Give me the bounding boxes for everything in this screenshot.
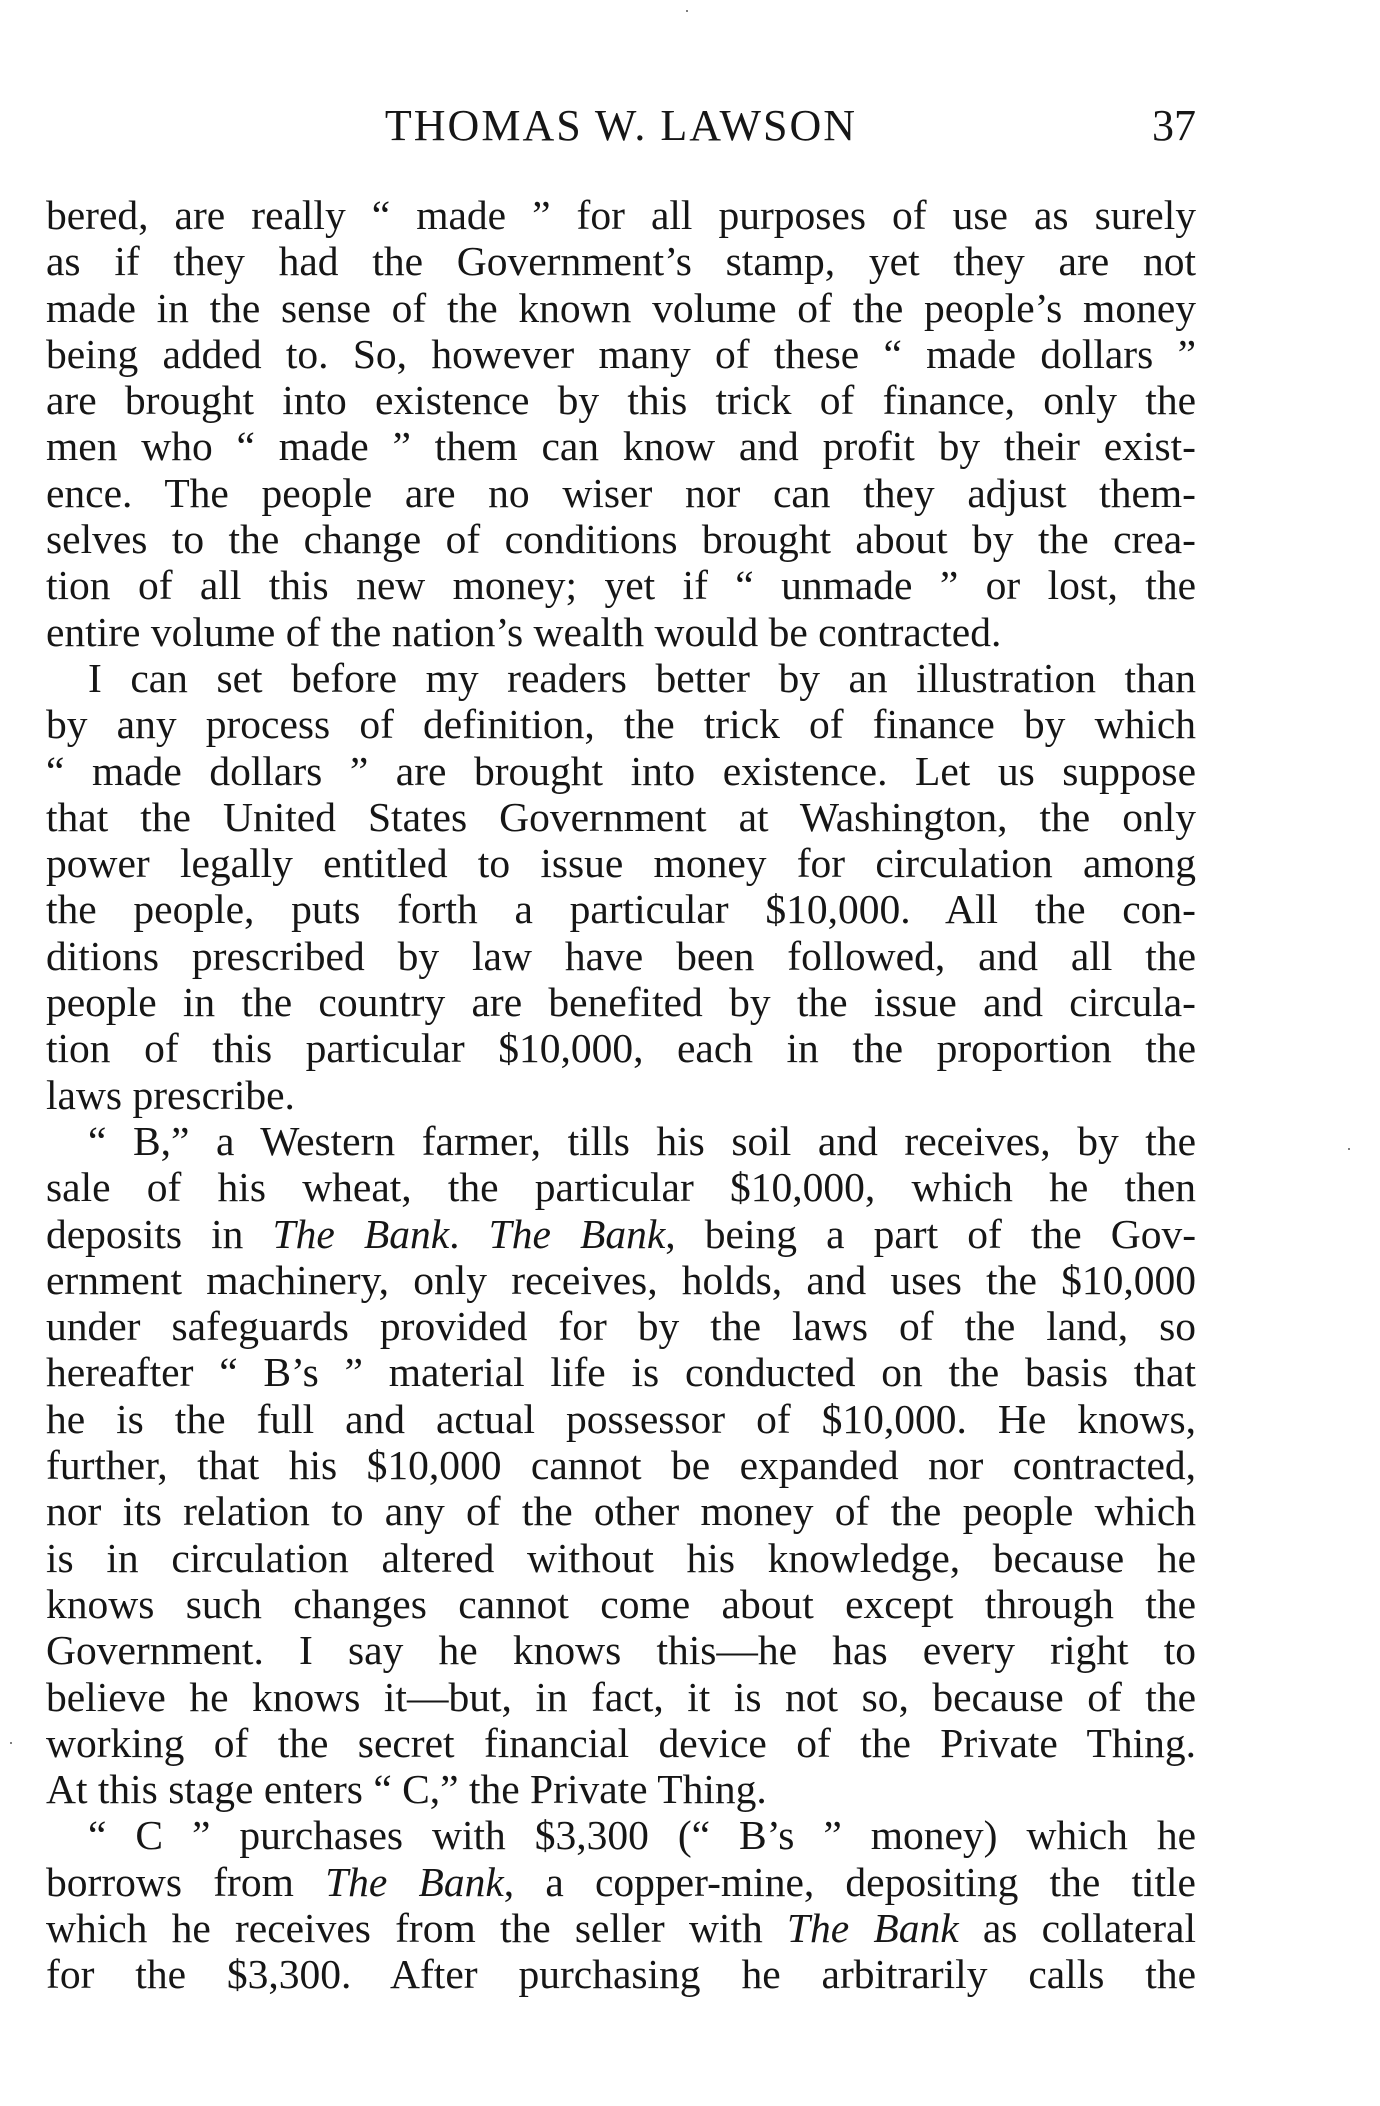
text-line: being added to. So, however many of these “ made dollars ”: [46, 330, 1196, 377]
text-line: At this stage enters “ C,” the Private Thing.: [46, 1766, 767, 1813]
text-line: “ made dollars ” are brought into existence. Let us suppose: [46, 747, 1196, 794]
page-number: 37: [1152, 101, 1196, 150]
text-line: “ B,” a Western farmer, tills his soil and receives, by the: [88, 1117, 1196, 1164]
text-line: entire volume of the nation’s wealth would be contracted.: [46, 608, 1002, 655]
text-line: the people, puts forth a particular $10,000. All the con-: [46, 886, 1196, 933]
text-line: he is the full and actual possessor of $10,000. He knows,: [46, 1395, 1196, 1442]
scan-speck: [686, 10, 688, 12]
text-line: borrows from The Bank, a copper-mine, depositing the title: [46, 1858, 1196, 1905]
text-line: ditions prescribed by law have been followed, and all the: [46, 932, 1196, 979]
text-line: knows such changes cannot come about except through the: [46, 1580, 1196, 1627]
text-line: which he receives from the seller with The Bank as collateral: [46, 1904, 1196, 1951]
text-line: under safeguards provided for by the laws of the land, so: [46, 1303, 1196, 1350]
text-line: tion of all this new money; yet if “ unmade ” or lost, the: [46, 562, 1196, 609]
text-line: ence. The people are no wiser nor can they adjust them-: [46, 469, 1196, 516]
running-header: [46, 96, 1196, 156]
scan-speck: [10, 1742, 12, 1744]
text-line: people in the country are benefited by the issue and circula-: [46, 979, 1196, 1026]
text-line: tion of this particular $10,000, each in the proportion the: [46, 1025, 1196, 1072]
text-line: “ C ” purchases with $3,300 (“ B’s ” money) which he: [88, 1812, 1196, 1859]
text-line: that the United States Government at Washington, the only: [46, 793, 1196, 840]
text-line: nor its relation to any of the other money of the people which: [46, 1488, 1196, 1535]
text-line: hereafter “ B’s ” material life is conducted on the basis that: [46, 1349, 1196, 1396]
scan-speck: [1348, 1148, 1350, 1150]
text-line: I can set before my readers better by an illustration than: [88, 654, 1196, 701]
text-line: for the $3,300. After purchasing he arbitrarily calls the: [46, 1951, 1196, 1998]
body-text: [46, 192, 1196, 1998]
text-line: further, that his $10,000 cannot be expanded nor contracted,: [46, 1442, 1196, 1489]
text-line: power legally entitled to issue money for circulation among: [46, 840, 1196, 887]
text-line: selves to the change of conditions brought about by the crea-: [46, 516, 1196, 563]
text-line: by any process of definition, the trick of finance by which: [46, 701, 1196, 748]
text-line: deposits in The Bank. The Bank, being a part of the Gov-: [46, 1210, 1197, 1257]
text-line: working of the secret financial device of the Private Thing.: [46, 1719, 1196, 1766]
text-line: ernment machinery, only receives, holds, and uses the $10,000: [46, 1256, 1196, 1303]
text-line: are brought into existence by this trick of finance, only the: [46, 377, 1196, 424]
text-line: is in circulation altered without his knowledge, because he: [46, 1534, 1196, 1581]
text-line: made in the sense of the known volume of the people’s money: [46, 284, 1196, 331]
running-title: THOMAS W. LAWSON: [384, 101, 858, 150]
text-line: Government. I say he knows this—he has every right to: [46, 1627, 1196, 1674]
text-line: believe he knows it—but, in fact, it is not so, because of the: [46, 1673, 1196, 1720]
text-line: men who “ made ” them can know and profit by their exist-: [46, 423, 1196, 470]
text-line: laws prescribe.: [46, 1071, 295, 1118]
text-line: bered, are really “ made ” for all purposes of use as surely: [46, 192, 1196, 238]
text-line: sale of his wheat, the particular $10,000, which he then: [46, 1164, 1196, 1211]
text-line: as if they had the Government’s stamp, yet they are not: [46, 238, 1196, 285]
